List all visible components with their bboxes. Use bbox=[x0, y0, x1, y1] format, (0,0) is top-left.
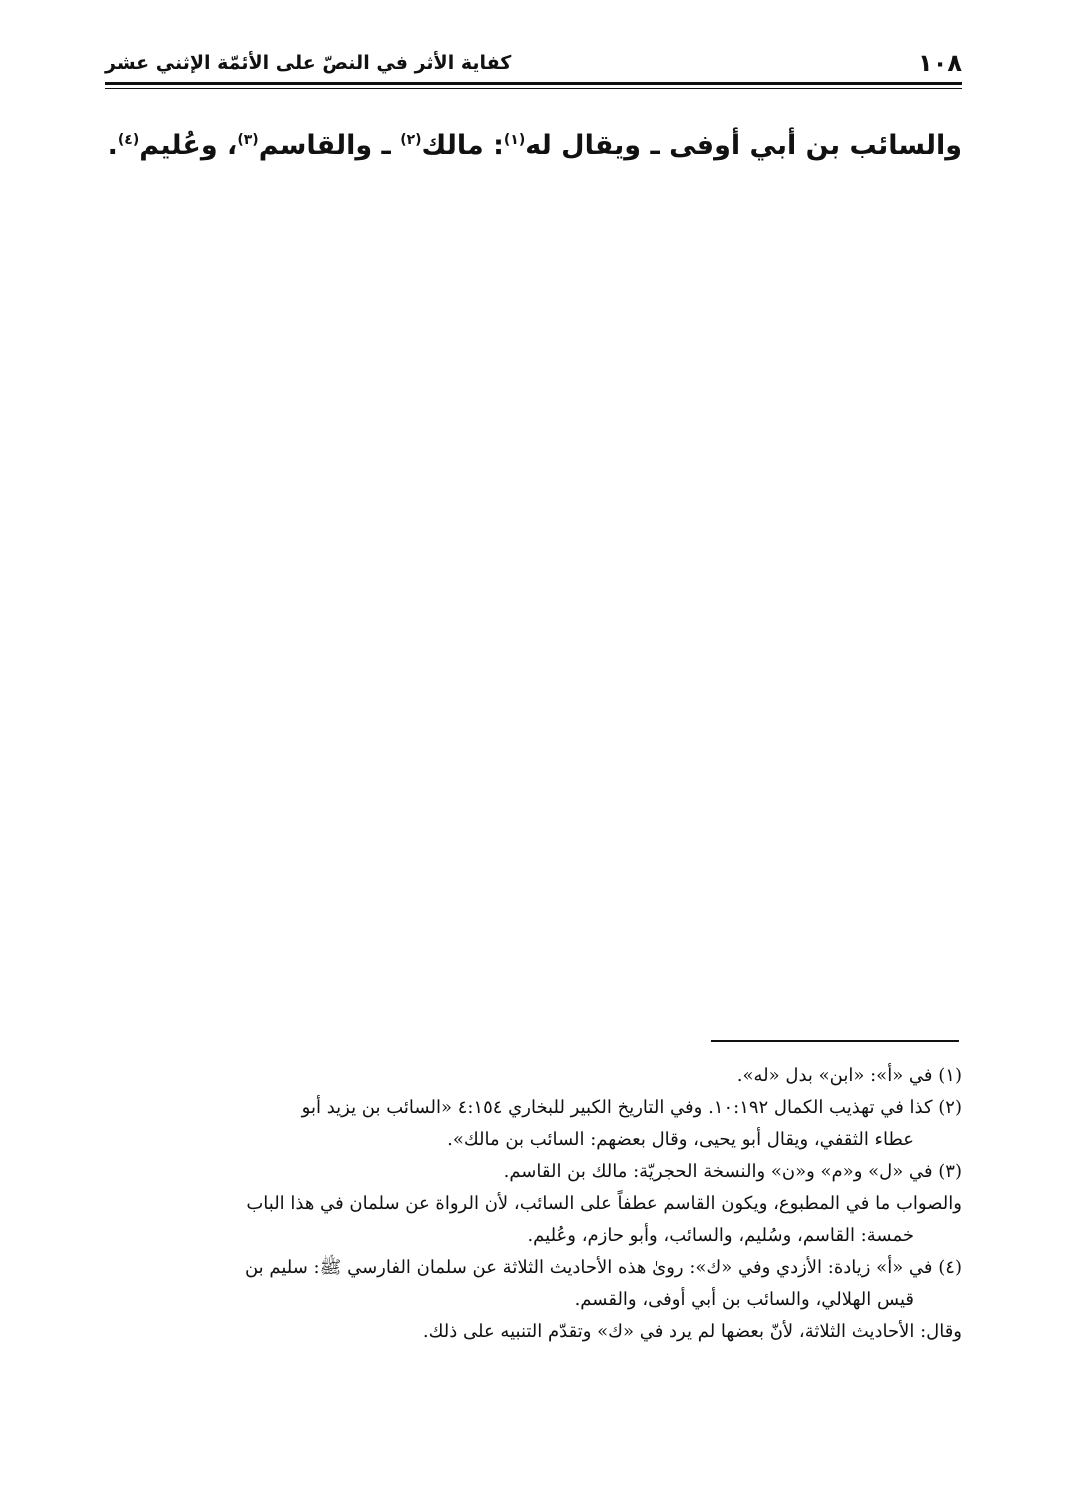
footnote-ref-3: (٣) bbox=[237, 132, 259, 148]
main-text-segment: ـ والقاسم bbox=[258, 130, 401, 161]
footnote-line: خمسة: القاسم، وسُليم، والسائب، وأبو حازم، وعُليم. bbox=[527, 1225, 914, 1246]
main-text bbox=[105, 124, 962, 168]
header-rule-thin bbox=[105, 88, 962, 89]
header-rule-thick bbox=[105, 82, 962, 85]
footnote-ref-1: (١) bbox=[503, 132, 526, 148]
footnote-line: قيس الهلالي، والسائب بن أبي أوفى، والقسم. bbox=[574, 1289, 914, 1310]
footnote-line: (٤) في «أ» زيادة: الأزدي وفي «ك»: روىٰ هذه الأحاديث الثلاثة عن سلمان الفارسي ﷺ: سليم بن bbox=[244, 1257, 962, 1278]
running-title: كفاية الأثر في النصّ على الأئمّة الإثني عشر bbox=[105, 52, 512, 74]
footnote-line: (٣) في «ل» و«م» و«ن» والنسخة الحجريّة: مالك بن القاسم. bbox=[503, 1161, 962, 1182]
footnote-line: (١) في «أ»: «ابن» بدل «له». bbox=[736, 1065, 962, 1086]
page-header bbox=[105, 44, 962, 78]
footnote-line: والصواب ما في المطبوع، ويكون القاسم عطفاً على السائب، لأن الرواة عن سلمان في هذا الباب bbox=[246, 1193, 962, 1214]
footnote-ref-2: (٢) bbox=[400, 132, 422, 148]
footnote-line: (٢) كذا في تهذيب الكمال ١٠:١٩٢. وفي التاريخ الكبير للبخاري ٤:١٥٤ «السائب بن يزيد أبو bbox=[301, 1097, 962, 1118]
footnotes bbox=[105, 1060, 962, 1348]
main-text-segment: ، وعُليم bbox=[139, 130, 238, 161]
main-text-segment: . bbox=[107, 130, 118, 161]
main-text-segment: والسائب بن أبي أوفى ـ ويقال له bbox=[525, 130, 962, 161]
footnote-line: وقال: الأحاديث الثلاثة، لأنّ بعضها لم يرد في «ك» وتقدّم التنبيه على ذلك. bbox=[422, 1321, 962, 1342]
footnote-separator bbox=[711, 1040, 959, 1042]
page-number: ١٠٨ bbox=[918, 49, 962, 77]
main-text-segment: : مالك bbox=[421, 130, 504, 161]
footnote-ref-4: (٤) bbox=[117, 132, 140, 148]
footnote-line: عطاء الثقفي، ويقال أبو يحيى، وقال بعضهم: السائب بن مالك». bbox=[447, 1129, 914, 1150]
